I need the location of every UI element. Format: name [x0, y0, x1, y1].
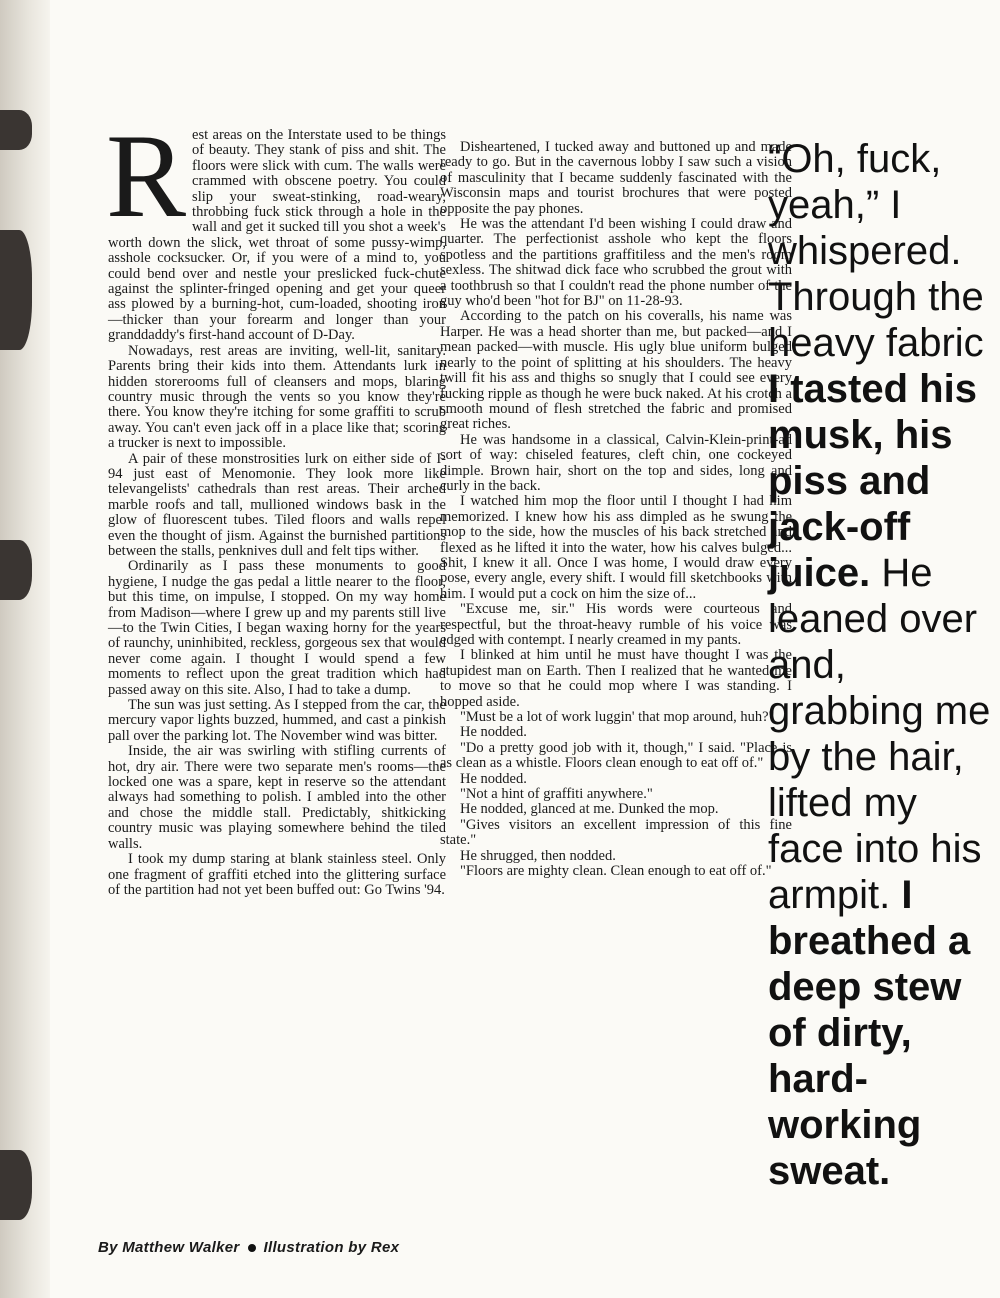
article-paragraph: He nodded.: [460, 770, 527, 787]
article-paragraph: I watched him mop the floor until I thought I had him memorized. I knew how his ass dimpled as he swung the mop to the side, how the muscles of his back stretched and flexed as he lifted it into the water, how his calves bulged... Shit, I knew it all. Once I was home, I would draw every pose, every angle, every shift. I would fill sketchbooks with him. I would put a cock on him the size of...: [440, 493, 792, 602]
article-paragraph: "Do a pretty good job with it, though," I said. "Place is as clean as a whistle. Floors clean enough to eat off of.": [440, 739, 792, 772]
magazine-page: [50, 0, 1000, 1298]
article-paragraph: "Floors are mighty clean. Clean enough to eat off of.": [460, 863, 772, 880]
article-paragraph: "Excuse me, sir." His words were courteous and respectful, but the throat-heavy rumble of his voice was edged with contempt. I nearly creamed in my pants.: [440, 601, 792, 648]
article-paragraph: Inside, the air was swirling with stifling currents of hot, dry air. There were two separate men's rooms—the locked one was a spare, kept in reserve so the attendant always had something to polish. I ambled into the other and chose the middle stall. Predictably, shitkicking country music was playing somewhere behind the tiled walls.: [108, 743, 446, 852]
article-paragraph: I took my dump staring at blank stainless steel. Only one fragment of graffiti etched into the glittering surface of the partition had not yet been buffed out: Go Twins '94.: [108, 851, 446, 898]
pull-quote: “Oh, fuck, yeah,” I whispered. Through the heavy fabric I tasted his musk, his piss and jack-off juice. He leaned over and, grabbing me by the hair, lifted my face into his armpit. I breathed a deep stew of dirty, hard-working sweat.: [768, 137, 991, 1193]
article-paragraph: He nodded, glanced at me. Dunked the mop.: [460, 801, 719, 818]
author-credit: By Matthew Walker: [98, 1239, 240, 1256]
article-paragraph: According to the patch on his coveralls, his name was Harper. He was a head shorter than me, but packed—and I mean packed—with muscle. His ugly blue uniform bulged nearly to the point of splitting at his shoulders. The heavy twill fit his ass and thighs so snugly that I could see every fucking ripple as though he were buck naked. At his crotch a smooth mound of flesh stretched the fabric and promised great riches.: [440, 308, 792, 433]
article-paragraph: Ordinarily as I pass these monuments to good hygiene, I nudge the gas pedal a little nearer to the floor, but this time, on impulse, I stopped. On my way home from Madison—where I grew up and my parents still live—to the Twin Cities, I began waxing horny for the years of raunchy, uninhibited, reckless, gorgeous sex that would never come again. I thought I would spend a few moments to reflect upon the great tradition which had passed away on this site. Also, I had to take a dump.: [108, 558, 446, 698]
article-paragraph: Disheartened, I tucked away and buttoned up and made ready to go. But in the cavernous lobby I saw such a vision of masculinity that I became suddenly fascinated with the Wisconsin maps and tourist brochures that were posted opposite the pay phones.: [440, 139, 792, 217]
article-paragraph: "Not a hint of graffiti anywhere.": [460, 786, 653, 803]
article-paragraph: Nowadays, rest areas are inviting, well-lit, sanitary. Parents bring their kids into them. Attendants lurk in hidden storerooms full of cleansers and mops, blaring country music through the vents so you know they're there. You know they're itching for some graffiti to scrub away. You can't even jack off in a place like that; scoring a trucker is next to impossible.: [108, 342, 446, 452]
page-gutter: [0, 0, 50, 1298]
article-column-2: [440, 140, 792, 880]
byline: [98, 1239, 399, 1256]
drop-cap: R: [106, 109, 187, 242]
article-paragraph: He nodded.: [460, 724, 527, 741]
article-paragraph: He was the attendant I'd been wishing I could draw and quarter. The perfectionist asshole who kept the floors spotless and the partitions graffitiless and the men's room sexless. The shitwad dick face who scrubbed the grout with a toothbrush so that I couldn't read the phone number of the guy who'd been "hot for BJ" on 11-28-93.: [440, 216, 792, 310]
article-paragraph: "Gives visitors an excellent impression of this fine state.": [440, 816, 792, 849]
article-paragraph: Rest areas on the Interstate used to be things of beauty. They stank of piss and shit. The floors were slick with cum. The walls were crammed with obscene poetry. You could slip your sweat-stinking, road-weary, throbbing fuck stick through a hole in the wall and get it sucked till you shot a week's worth down the slick, wet throat of some pussy-wimp, asshole cocksucker. Or, if you were of a mind to, you could bend over and nestle your preslicked fuck-chute against the splinter-fringed opening and get your queer ass plowed by a burning-hot, cum-loaded, shooting iron—thicker than your forearm and longer than your granddaddy's first-hand account of D-Day.: [106, 109, 446, 344]
article-column-1: [106, 109, 446, 898]
article-paragraph: A pair of these monstrosities lurk on either side of I-94 just east of Menomonie. They look more like televangelists' cathedrals than rest areas. Their arched marble roofs and tall, mullioned windows bask in the glow of fluorescent tubes. Tiled floors and walls repel even the thought of jism. Against the burnished partitions between the stalls, penknives dull and felt tips wither.: [108, 450, 446, 559]
article-paragraph: I blinked at him until he must have thought I was the stupidest man on Earth. Then I realized that he wanted me to move so that he could mop where I was standing. I hopped aside.: [440, 647, 792, 710]
illustration-credit: Illustration by Rex: [263, 1239, 400, 1256]
article-paragraph: He shrugged, then nodded.: [460, 847, 616, 864]
article-paragraph: He was handsome in a classical, Calvin-Klein-print-ad sort of way: chiseled features, cleft chin, one cockeyed dimple. Brown hair, short on the top and sides, long and curly in the back.: [440, 431, 792, 494]
bullet-separator: [248, 1244, 256, 1252]
article-paragraph: "Must be a lot of work luggin' that mop around, huh?": [460, 709, 775, 726]
article-paragraph: The sun was just setting. As I stepped from the car, the mercury vapor lights buzzed, hummed, and cast a pinkish pall over the parking lot. The November wind was bitter.: [108, 697, 446, 744]
